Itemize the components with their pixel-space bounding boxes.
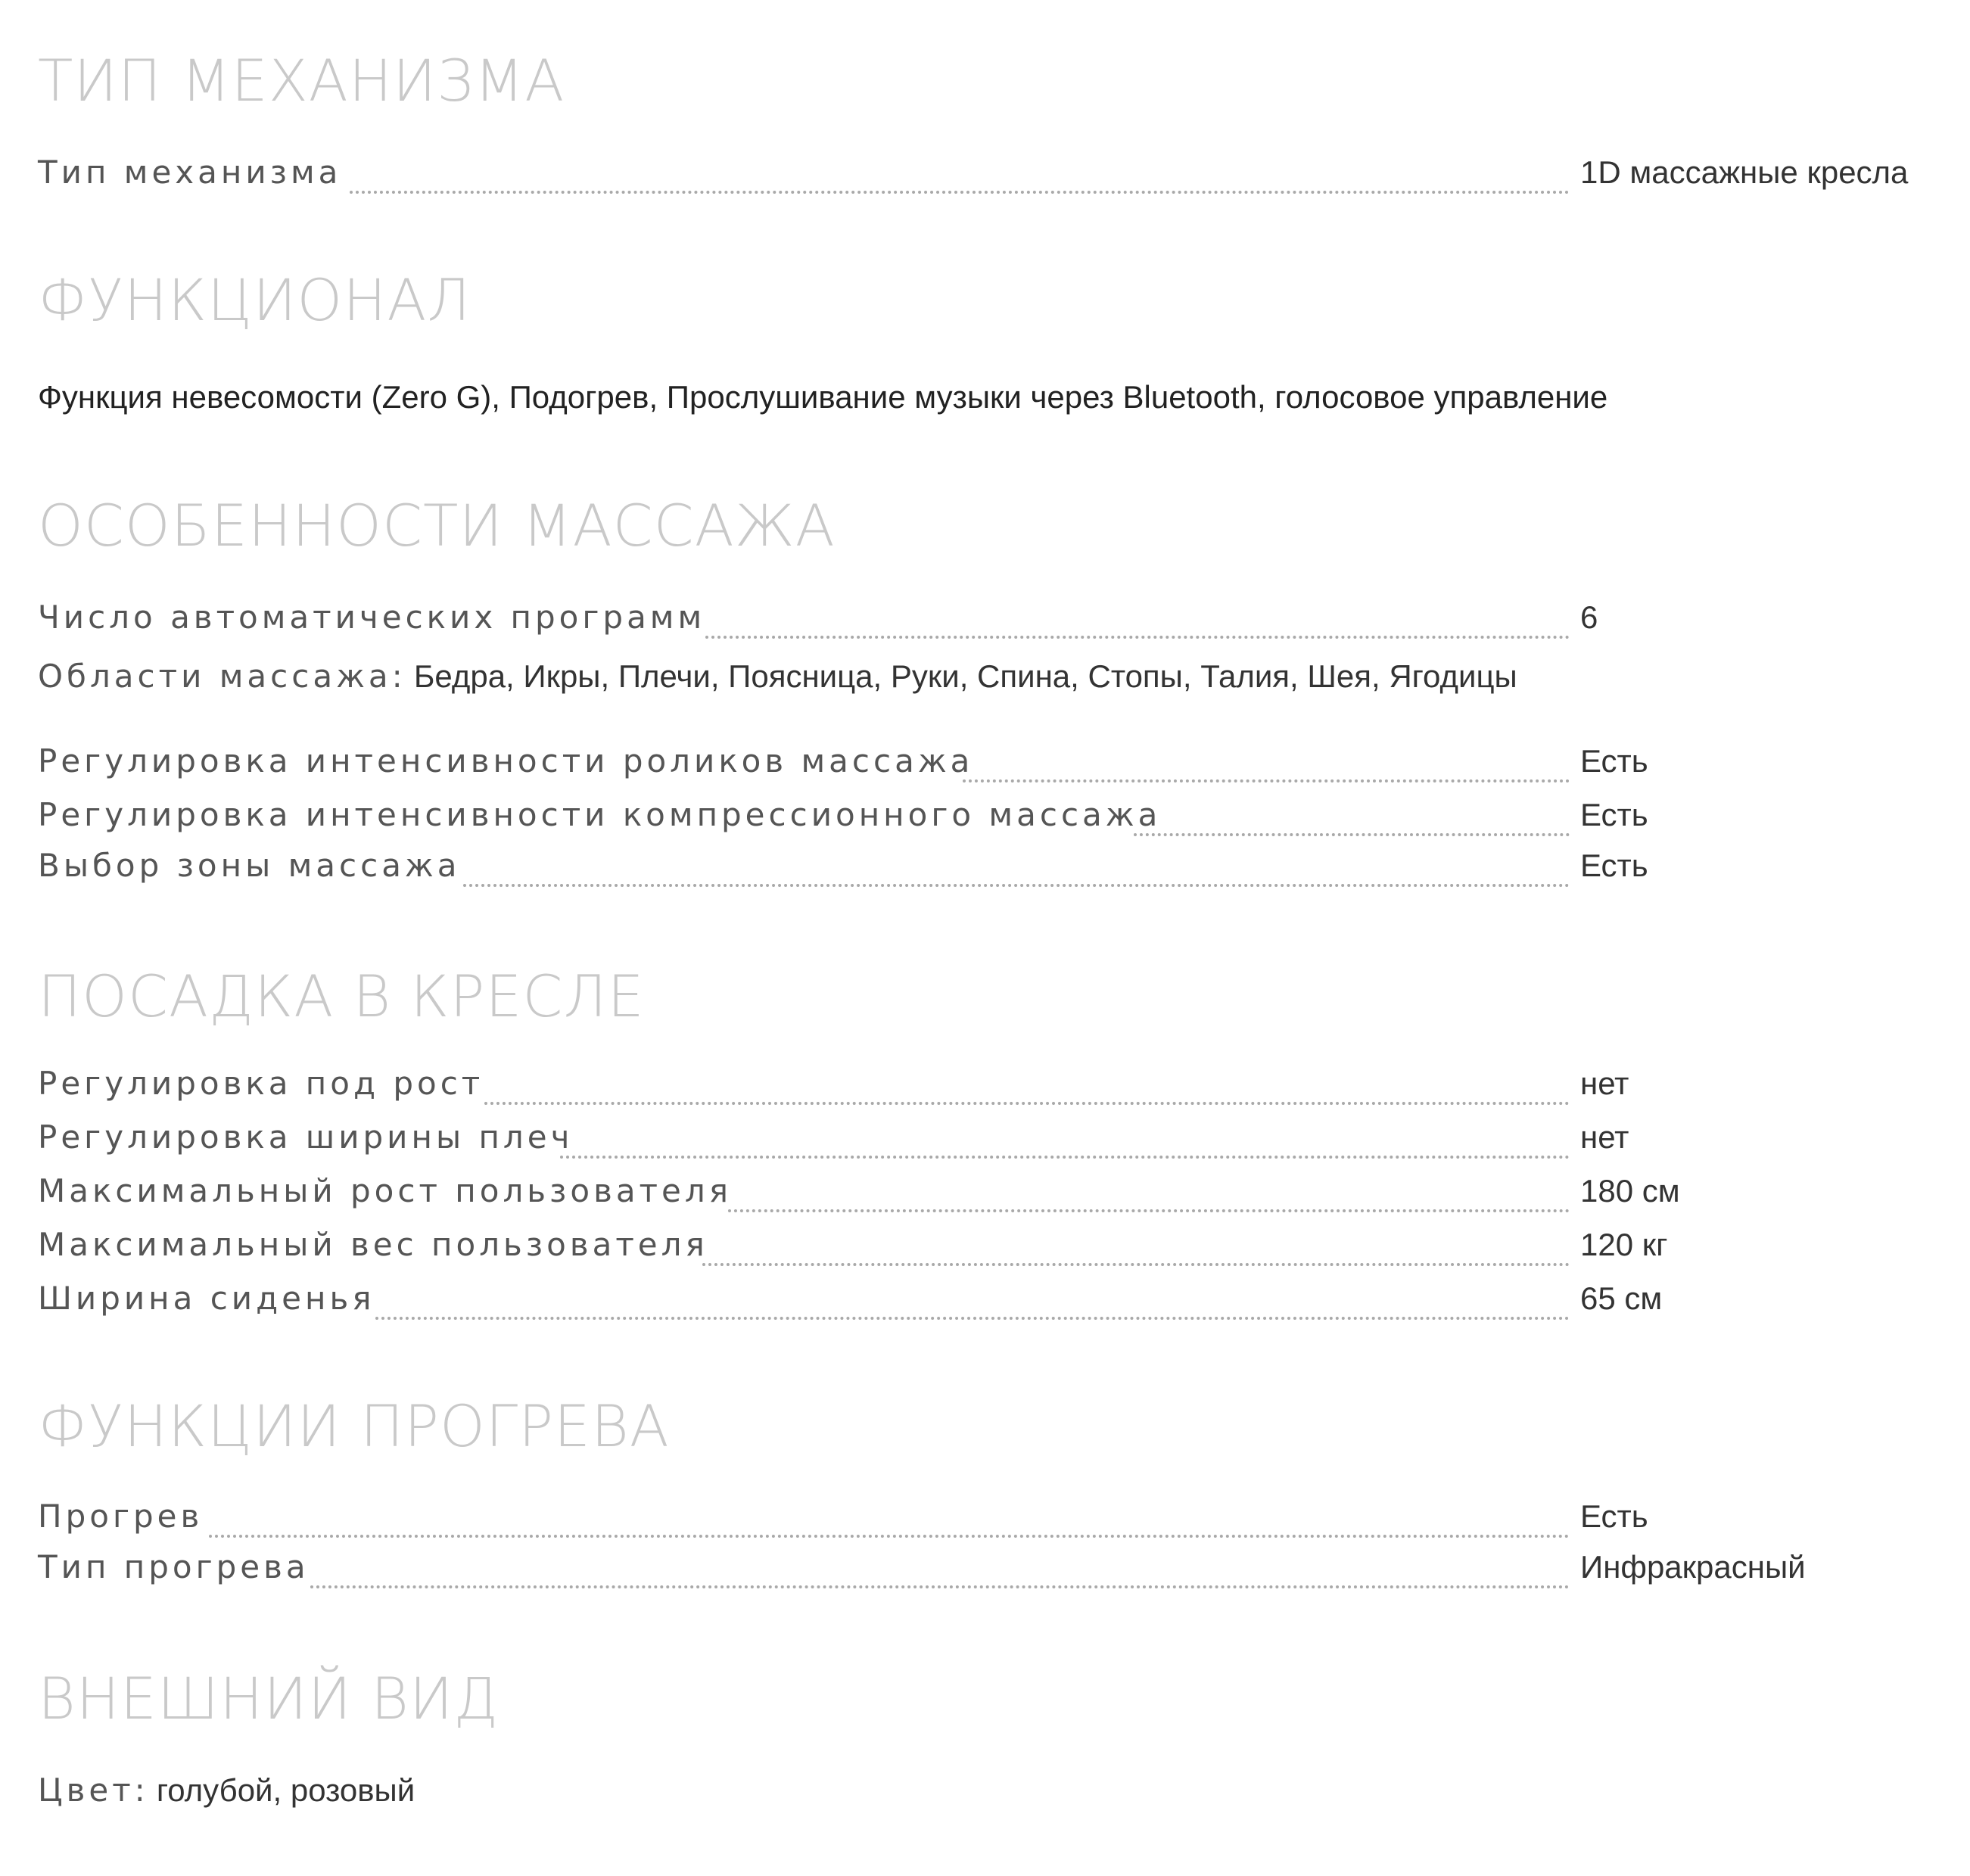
spec-label: Тип прогрева (38, 1548, 310, 1585)
spec-label: Ширина сиденья (38, 1280, 375, 1317)
spec-label: Максимальный рост пользователя (38, 1172, 732, 1209)
color-row (38, 1769, 415, 1812)
spec-label: Прогрев (38, 1498, 204, 1535)
spec-row (38, 845, 1939, 887)
spec-row (38, 794, 1939, 836)
spec-value: голубой, розовый (156, 1772, 415, 1808)
spec-value: 120 кг (1580, 1227, 1668, 1262)
spec-row (38, 596, 1939, 639)
spec-value: Есть (1580, 797, 1648, 832)
spec-value: Есть (1580, 743, 1648, 779)
spec-label: Регулировка интенсивности компрессионного массажа (38, 796, 1162, 833)
spec-label: Регулировка под рост (38, 1065, 484, 1102)
spec-label: Максимальный вес пользователя (38, 1226, 708, 1263)
section-heading-massage: ОСОБЕННОСТИ МАССАЖА (38, 492, 836, 559)
spec-row (38, 1116, 1939, 1159)
spec-value: 6 (1580, 599, 1598, 635)
spec-value: 65 см (1580, 1280, 1663, 1316)
spec-label: Выбор зоны массажа (38, 847, 461, 884)
section-heading-mechanism: ТИП МЕХАНИЗМА (38, 47, 565, 114)
spec-row (38, 1224, 1939, 1266)
dot-leader (484, 1102, 1570, 1105)
section-heading-heating: ФУНКЦИИ ПРОГРЕВА (38, 1392, 670, 1460)
dot-leader (1134, 833, 1570, 836)
dot-leader (310, 1585, 1570, 1588)
dot-leader (963, 779, 1570, 782)
dot-leader (350, 191, 1570, 194)
spec-label: Регулировка ширины плеч (38, 1118, 574, 1156)
spec-label: Области массажа: (38, 658, 406, 695)
dot-leader (375, 1317, 1570, 1320)
spec-label: Число автоматических программ (38, 599, 706, 636)
spec-row (38, 1170, 1939, 1212)
spec-value: 1D массажные кресла (1580, 154, 1909, 190)
spec-label: Тип механизма (38, 154, 342, 191)
spec-row (38, 151, 1939, 194)
spec-value: Есть (1580, 848, 1648, 883)
spec-value: Бедра, Икры, Плечи, Поясница, Руки, Спина, Стопы, Талия, Шея, Ягодицы (413, 658, 1517, 694)
massage-areas-row (38, 655, 1517, 698)
spec-value: Есть (1580, 1498, 1648, 1534)
section-heading-appearance: ВНЕШНИЙ ВИД (38, 1665, 500, 1732)
dot-leader (705, 636, 1570, 639)
dot-leader (209, 1535, 1570, 1538)
spec-label: Цвет: (38, 1772, 149, 1809)
functional-text: Функция невесомости (Zero G), Подогрев, Прослушивание музыки через Bluetooth, голосовое управление (38, 379, 1608, 415)
spec-row (38, 1495, 1939, 1538)
dot-leader (728, 1209, 1570, 1212)
spec-row (38, 1062, 1939, 1105)
spec-value: Инфракрасный (1580, 1549, 1806, 1585)
spec-row (38, 740, 1939, 782)
section-heading-seating: ПОСАДКА В КРЕСЛЕ (38, 963, 645, 1030)
spec-row (38, 1546, 1939, 1588)
spec-row (38, 1277, 1939, 1320)
dot-leader (463, 884, 1570, 887)
dot-leader (702, 1263, 1570, 1266)
spec-value: нет (1580, 1066, 1629, 1101)
spec-label: Регулировка интенсивности роликов массажа (38, 742, 974, 779)
spec-value: нет (1580, 1119, 1629, 1155)
dot-leader (560, 1156, 1570, 1159)
spec-value: 180 см (1580, 1173, 1680, 1209)
section-heading-functional: ФУНКЦИОНАЛ (38, 266, 471, 334)
